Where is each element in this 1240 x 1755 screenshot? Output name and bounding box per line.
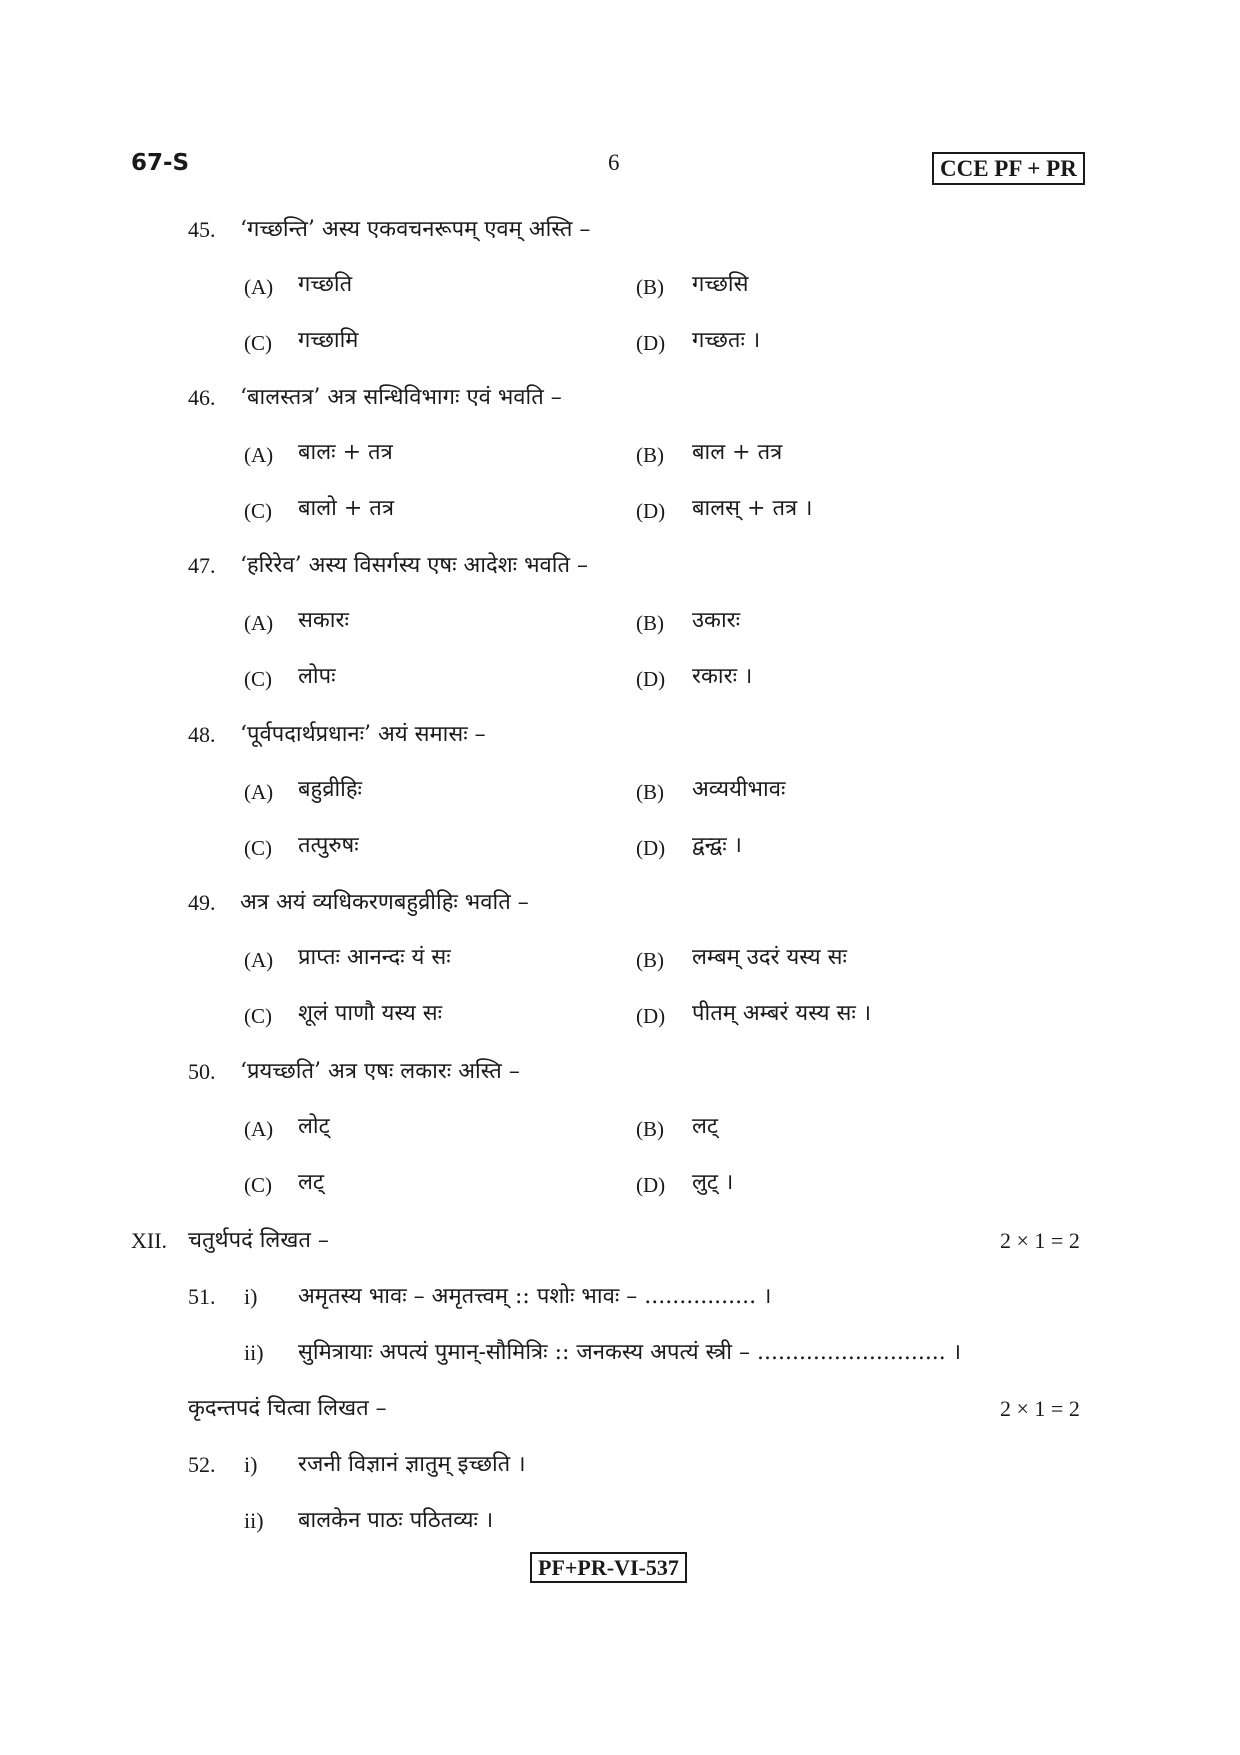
option-text: सकारः xyxy=(298,608,349,633)
option-letter: (A) xyxy=(244,780,274,804)
sub-question-label: i) xyxy=(244,1452,258,1477)
option-letter: (B) xyxy=(636,611,664,635)
question-number: 47. xyxy=(188,553,216,578)
option-text: गच्छति xyxy=(298,272,353,297)
section-instruction: कृदन्तपदं चित्वा लिखत – xyxy=(188,1396,387,1421)
question-text: अत्र अयं व्यधिकरणबहुव्रीहिः भवति – xyxy=(240,890,529,915)
option-text: बालस् + तत्र । xyxy=(692,496,813,521)
sub-question-text: अमृतस्य भावः – अमृतत्त्वम् :: पशोः भावः – ................ । xyxy=(298,1284,772,1309)
option-letter: (D) xyxy=(636,1004,666,1028)
option-text: बालो + तत्र xyxy=(298,496,394,521)
series-box: CCE PF + PR xyxy=(932,152,1085,185)
question-text: ‘हरिरेव’ अस्य विसर्गस्य एषः आदेशः भवति – xyxy=(240,553,589,578)
option-text: तत्पुरुषः xyxy=(298,833,359,858)
question-number: 45. xyxy=(188,217,216,242)
question-number: 51. xyxy=(188,1284,216,1309)
option-text: लुट् । xyxy=(692,1170,734,1195)
option-text: गच्छसि xyxy=(692,272,749,297)
option-text: पीतम् अम्बरं यस्य सः । xyxy=(692,1001,872,1026)
option-text: गच्छामि xyxy=(298,328,359,353)
option-letter: (D) xyxy=(636,667,666,691)
option-text: बालः + तत्र xyxy=(298,440,393,465)
section-marks: 2 × 1 = 2 xyxy=(1000,1228,1080,1253)
option-letter: (B) xyxy=(636,780,664,804)
option-letter: (C) xyxy=(244,1173,272,1197)
section-number: XII. xyxy=(131,1228,168,1253)
sub-question-label: ii) xyxy=(244,1340,264,1365)
question-number: 49. xyxy=(188,890,216,915)
sub-question-text: बालकेन पाठः पठितव्यः । xyxy=(298,1508,494,1533)
option-text: लट् xyxy=(298,1170,325,1195)
section-marks: 2 × 1 = 2 xyxy=(1000,1396,1080,1421)
option-text: अव्ययीभावः xyxy=(692,777,786,802)
option-letter: (D) xyxy=(636,499,666,523)
question-number: 52. xyxy=(188,1452,216,1477)
option-text: प्राप्तः आनन्दः यं सः xyxy=(298,945,451,970)
sub-question-text: सुमित्रायाः अपत्यं पुमान्-सौमित्रिः :: जनकस्य अपत्यं स्त्री – ........................... । xyxy=(298,1340,962,1365)
option-text: लोट् xyxy=(298,1114,330,1139)
option-text: गच्छतः । xyxy=(692,328,761,353)
question-number: 50. xyxy=(188,1059,216,1084)
option-letter: (B) xyxy=(636,948,664,972)
sub-question-text: रजनी विज्ञानं ज्ञातुम् इच्छति । xyxy=(298,1452,526,1477)
question-text: ‘बालस्तत्र’ अत्र सन्धिविभागः एवं भवति – xyxy=(240,385,562,410)
option-letter: (A) xyxy=(244,275,274,299)
option-letter: (C) xyxy=(244,331,272,355)
option-letter: (C) xyxy=(244,499,272,523)
option-text: शूलं पाणौ यस्य सः xyxy=(298,1001,443,1026)
option-letter: (A) xyxy=(244,443,274,467)
option-text: द्वन्द्वः । xyxy=(692,833,742,858)
question-number: 48. xyxy=(188,722,216,747)
option-text: लोपः xyxy=(298,664,336,689)
option-letter: (D) xyxy=(636,836,666,860)
option-letter: (C) xyxy=(244,836,272,860)
option-letter: (A) xyxy=(244,948,274,972)
option-text: लम्बम् उदरं यस्य सः xyxy=(692,945,847,970)
sub-question-label: i) xyxy=(244,1284,258,1309)
question-number: 46. xyxy=(188,385,216,410)
option-letter: (C) xyxy=(244,667,272,691)
option-letter: (D) xyxy=(636,1173,666,1197)
option-letter: (A) xyxy=(244,1117,274,1141)
sub-question-label: ii) xyxy=(244,1508,264,1533)
option-text: बहुव्रीहिः xyxy=(298,777,362,802)
option-letter: (B) xyxy=(636,1117,664,1141)
option-text: लट् xyxy=(692,1114,719,1139)
option-text: उकारः xyxy=(692,608,741,633)
section-instruction: चतुर्थपदं लिखत – xyxy=(188,1228,329,1253)
footer-code: PF+PR-VI-537 xyxy=(530,1552,687,1583)
option-text: रकारः । xyxy=(692,664,753,689)
option-letter: (B) xyxy=(636,275,664,299)
question-text: ‘पूर्वपदार्थप्रधानः’ अयं समासः – xyxy=(240,722,486,747)
option-letter: (D) xyxy=(636,331,666,355)
option-letter: (A) xyxy=(244,611,274,635)
option-letter: (B) xyxy=(636,443,664,467)
page-number: 6 xyxy=(608,150,620,175)
option-letter: (C) xyxy=(244,1004,272,1028)
paper-code: 67-S xyxy=(131,150,190,176)
option-text: बाल + तत्र xyxy=(692,440,783,465)
question-text: ‘प्रयच्छति’ अत्र एषः लकारः अस्ति – xyxy=(240,1059,520,1084)
question-text: ‘गच्छन्ति’ अस्य एकवचनरूपम् एवम् अस्ति – xyxy=(240,217,591,242)
